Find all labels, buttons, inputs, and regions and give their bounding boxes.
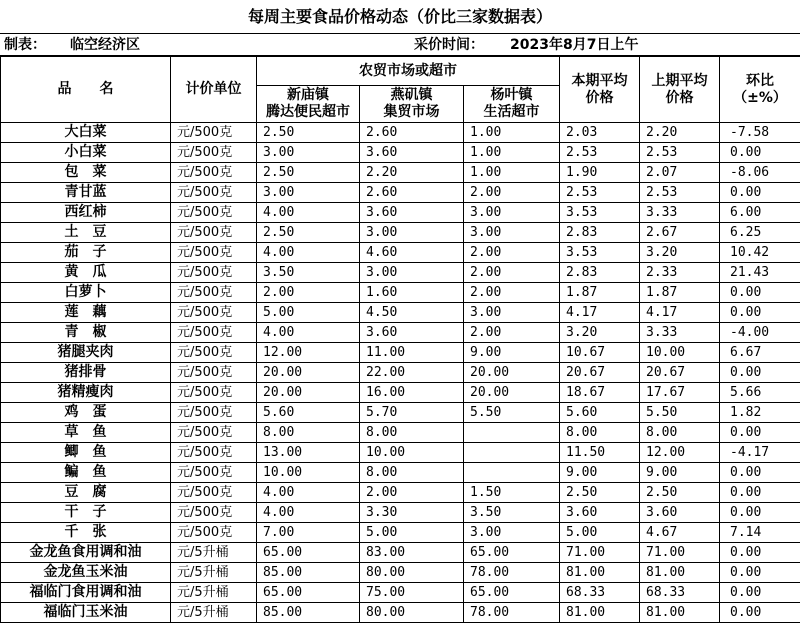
market-1-price-cell: 2.50 xyxy=(257,223,360,243)
current-avg-cell: 2.53 xyxy=(560,183,640,203)
current-avg-cell: 9.00 xyxy=(560,463,640,483)
change-percent-cell: 0.00 xyxy=(720,363,800,383)
change-percent-cell: 10.42 xyxy=(720,243,800,263)
unit-cell: 元/5升桶 xyxy=(171,563,257,583)
table-row xyxy=(1,203,800,223)
change-percent-cell: 0.00 xyxy=(720,543,800,563)
market-3-price-cell: 3.50 xyxy=(464,503,560,523)
change-percent-cell: 0.00 xyxy=(720,283,800,303)
unit-cell: 元/500克 xyxy=(171,323,257,343)
item-name-cell: 西红柿 xyxy=(1,203,171,223)
previous-avg-cell: 4.17 xyxy=(640,303,720,323)
table-row xyxy=(1,523,800,543)
table-row xyxy=(1,443,800,463)
current-avg-cell: 3.20 xyxy=(560,323,640,343)
previous-avg-cell: 2.50 xyxy=(640,483,720,503)
previous-avg-cell: 5.50 xyxy=(640,403,720,423)
change-percent-cell: 0.00 xyxy=(720,483,800,503)
previous-avg-cell: 17.67 xyxy=(640,383,720,403)
price-rows xyxy=(1,123,800,623)
unit-cell: 元/500克 xyxy=(171,263,257,283)
meta-bar xyxy=(0,34,800,56)
current-avg-cell: 2.50 xyxy=(560,483,640,503)
item-name-cell: 干 子 xyxy=(1,503,171,523)
change-percent-cell: 1.82 xyxy=(720,403,800,423)
change-percent-cell: 5.66 xyxy=(720,383,800,403)
market-3-price-cell: 9.00 xyxy=(464,343,560,363)
previous-avg-cell: 81.00 xyxy=(640,563,720,583)
unit-cell: 元/500克 xyxy=(171,203,257,223)
previous-avg-cell: 1.87 xyxy=(640,283,720,303)
header-market-3: 杨叶镇 生活超市 xyxy=(464,86,560,123)
header-current-avg: 本期平均 价格 xyxy=(560,57,640,123)
current-avg-cell: 4.17 xyxy=(560,303,640,323)
item-name-cell: 金龙鱼玉米油 xyxy=(1,563,171,583)
change-percent-cell: 0.00 xyxy=(720,303,800,323)
change-percent-cell: -4.00 xyxy=(720,323,800,343)
market-2-price-cell: 5.00 xyxy=(360,523,464,543)
current-avg-cell: 11.50 xyxy=(560,443,640,463)
market-3-price-cell: 5.50 xyxy=(464,403,560,423)
item-name-cell: 千 张 xyxy=(1,523,171,543)
market-3-price-cell: 20.00 xyxy=(464,383,560,403)
change-percent-cell: 0.00 xyxy=(720,503,800,523)
table-row xyxy=(1,483,800,503)
market-2-price-cell: 2.00 xyxy=(360,483,464,503)
market-1-price-cell: 4.00 xyxy=(257,483,360,503)
table-row xyxy=(1,303,800,323)
table-row xyxy=(1,563,800,583)
previous-avg-cell: 9.00 xyxy=(640,463,720,483)
market-1-price-cell: 2.50 xyxy=(257,163,360,183)
item-name-cell: 金龙鱼食用调和油 xyxy=(1,543,171,563)
market-2-price-cell: 4.60 xyxy=(360,243,464,263)
current-avg-cell: 20.67 xyxy=(560,363,640,383)
table-row xyxy=(1,143,800,163)
time-label: 采价时间： xyxy=(414,34,484,56)
market-2-price-cell: 11.00 xyxy=(360,343,464,363)
table-row xyxy=(1,323,800,343)
unit-cell: 元/500克 xyxy=(171,463,257,483)
market-3-price-cell xyxy=(464,423,560,443)
market-1-price-cell: 2.00 xyxy=(257,283,360,303)
previous-avg-cell: 71.00 xyxy=(640,543,720,563)
previous-avg-cell: 2.67 xyxy=(640,223,720,243)
market-3-price-cell xyxy=(464,463,560,483)
change-percent-cell: 0.00 xyxy=(720,583,800,603)
market-3-price-cell: 3.00 xyxy=(464,203,560,223)
unit-cell: 元/500克 xyxy=(171,143,257,163)
current-avg-cell: 68.33 xyxy=(560,583,640,603)
market-1-price-cell: 4.00 xyxy=(257,503,360,523)
previous-avg-cell: 8.00 xyxy=(640,423,720,443)
price-table xyxy=(0,56,800,623)
market-1-price-cell: 4.00 xyxy=(257,323,360,343)
current-avg-cell: 5.00 xyxy=(560,523,640,543)
market-2-price-cell: 8.00 xyxy=(360,423,464,443)
unit-cell: 元/500克 xyxy=(171,243,257,263)
market-3-price-cell: 2.00 xyxy=(464,183,560,203)
previous-avg-cell: 81.00 xyxy=(640,603,720,623)
market-3-price-cell: 2.00 xyxy=(464,283,560,303)
table-row xyxy=(1,423,800,443)
unit-cell: 元/500克 xyxy=(171,383,257,403)
table-row xyxy=(1,263,800,283)
item-name-cell: 草 鱼 xyxy=(1,423,171,443)
item-name-cell: 茄 子 xyxy=(1,243,171,263)
unit-cell: 元/500克 xyxy=(171,303,257,323)
market-1-price-cell: 65.00 xyxy=(257,583,360,603)
market-2-price-cell: 80.00 xyxy=(360,563,464,583)
market-3-price-cell: 3.00 xyxy=(464,223,560,243)
market-3-price-cell: 1.00 xyxy=(464,123,560,143)
current-avg-cell: 71.00 xyxy=(560,543,640,563)
change-percent-cell: 6.00 xyxy=(720,203,800,223)
market-3-price-cell: 1.00 xyxy=(464,143,560,163)
market-2-price-cell: 8.00 xyxy=(360,463,464,483)
table-row xyxy=(1,543,800,563)
current-avg-cell: 81.00 xyxy=(560,563,640,583)
market-2-price-cell: 2.60 xyxy=(360,123,464,143)
item-name-cell: 鲫 鱼 xyxy=(1,443,171,463)
unit-cell: 元/500克 xyxy=(171,523,257,543)
market-1-price-cell: 4.00 xyxy=(257,243,360,263)
current-avg-cell: 1.90 xyxy=(560,163,640,183)
header-market-1: 新庙镇 腾达便民超市 xyxy=(257,86,360,123)
market-1-price-cell: 85.00 xyxy=(257,563,360,583)
market-1-price-cell: 3.00 xyxy=(257,143,360,163)
market-2-price-cell: 16.00 xyxy=(360,383,464,403)
current-avg-cell: 2.83 xyxy=(560,263,640,283)
market-1-price-cell: 3.00 xyxy=(257,183,360,203)
market-2-price-cell: 10.00 xyxy=(360,443,464,463)
current-avg-cell: 3.53 xyxy=(560,203,640,223)
market-2-price-cell: 3.00 xyxy=(360,223,464,243)
previous-avg-cell: 3.60 xyxy=(640,503,720,523)
table-row xyxy=(1,583,800,603)
market-3-price-cell: 20.00 xyxy=(464,363,560,383)
previous-avg-cell: 20.67 xyxy=(640,363,720,383)
unit-cell: 元/500克 xyxy=(171,503,257,523)
current-avg-cell: 3.60 xyxy=(560,503,640,523)
unit-cell: 元/500克 xyxy=(171,163,257,183)
market-3-price-cell: 78.00 xyxy=(464,563,560,583)
market-3-price-cell: 3.00 xyxy=(464,303,560,323)
market-2-price-cell: 3.60 xyxy=(360,203,464,223)
header-market-2: 燕矶镇 集贸市场 xyxy=(360,86,464,123)
table-row xyxy=(1,463,800,483)
change-percent-cell: 0.00 xyxy=(720,183,800,203)
market-3-price-cell: 2.00 xyxy=(464,243,560,263)
table-row xyxy=(1,363,800,383)
market-1-price-cell: 10.00 xyxy=(257,463,360,483)
market-3-price-cell xyxy=(464,443,560,463)
unit-cell: 元/500克 xyxy=(171,343,257,363)
current-avg-cell: 5.60 xyxy=(560,403,640,423)
time-value: 2023年8月7日上午 xyxy=(510,34,638,56)
header-unit: 计价单位 xyxy=(171,57,257,123)
market-3-price-cell: 1.50 xyxy=(464,483,560,503)
current-avg-cell: 2.83 xyxy=(560,223,640,243)
current-avg-cell: 3.53 xyxy=(560,243,640,263)
market-1-price-cell: 20.00 xyxy=(257,383,360,403)
change-percent-cell: 0.00 xyxy=(720,563,800,583)
item-name-cell: 猪腿夹肉 xyxy=(1,343,171,363)
table-row xyxy=(1,183,800,203)
maker-value: 临空经济区 xyxy=(70,34,140,56)
unit-cell: 元/5升桶 xyxy=(171,543,257,563)
previous-avg-cell: 3.33 xyxy=(640,323,720,343)
previous-avg-cell: 3.20 xyxy=(640,243,720,263)
market-2-price-cell: 3.60 xyxy=(360,323,464,343)
market-2-price-cell: 5.70 xyxy=(360,403,464,423)
unit-cell: 元/500克 xyxy=(171,483,257,503)
market-1-price-cell: 20.00 xyxy=(257,363,360,383)
market-1-price-cell: 8.00 xyxy=(257,423,360,443)
market-1-price-cell: 5.00 xyxy=(257,303,360,323)
change-percent-cell: 0.00 xyxy=(720,423,800,443)
item-name-cell: 鳊 鱼 xyxy=(1,463,171,483)
unit-cell: 元/500克 xyxy=(171,363,257,383)
market-2-price-cell: 3.60 xyxy=(360,143,464,163)
market-1-price-cell: 2.50 xyxy=(257,123,360,143)
change-percent-cell: 6.67 xyxy=(720,343,800,363)
table-row xyxy=(1,383,800,403)
previous-avg-cell: 2.07 xyxy=(640,163,720,183)
current-avg-cell: 2.03 xyxy=(560,123,640,143)
unit-cell: 元/500克 xyxy=(171,283,257,303)
market-2-price-cell: 2.60 xyxy=(360,183,464,203)
market-1-price-cell: 85.00 xyxy=(257,603,360,623)
market-1-price-cell: 65.00 xyxy=(257,543,360,563)
header-change: 环比 （±%） xyxy=(720,57,800,123)
table-row xyxy=(1,403,800,423)
change-percent-cell: -8.06 xyxy=(720,163,800,183)
header-market-group: 农贸市场或超市 xyxy=(257,57,560,86)
market-1-price-cell: 12.00 xyxy=(257,343,360,363)
change-percent-cell: 0.00 xyxy=(720,603,800,623)
maker-label: 制表： xyxy=(4,34,46,56)
table-row xyxy=(1,283,800,303)
previous-avg-cell: 12.00 xyxy=(640,443,720,463)
table-row xyxy=(1,223,800,243)
market-1-price-cell: 4.00 xyxy=(257,203,360,223)
previous-avg-cell: 68.33 xyxy=(640,583,720,603)
previous-avg-cell: 3.33 xyxy=(640,203,720,223)
market-3-price-cell: 1.00 xyxy=(464,163,560,183)
market-3-price-cell: 2.00 xyxy=(464,323,560,343)
market-1-price-cell: 7.00 xyxy=(257,523,360,543)
change-percent-cell: 6.25 xyxy=(720,223,800,243)
header-previous-avg: 上期平均 价格 xyxy=(640,57,720,123)
unit-cell: 元/500克 xyxy=(171,123,257,143)
market-2-price-cell: 80.00 xyxy=(360,603,464,623)
market-2-price-cell: 2.20 xyxy=(360,163,464,183)
change-percent-cell: 7.14 xyxy=(720,523,800,543)
market-3-price-cell: 65.00 xyxy=(464,543,560,563)
unit-cell: 元/500克 xyxy=(171,223,257,243)
table-row xyxy=(1,343,800,363)
market-1-price-cell: 3.50 xyxy=(257,263,360,283)
item-name-cell: 白萝卜 xyxy=(1,283,171,303)
previous-avg-cell: 2.53 xyxy=(640,143,720,163)
item-name-cell: 福临门玉米油 xyxy=(1,603,171,623)
item-name-cell: 猪精瘦肉 xyxy=(1,383,171,403)
unit-cell: 元/500克 xyxy=(171,403,257,423)
unit-cell: 元/5升桶 xyxy=(171,583,257,603)
change-percent-cell: 21.43 xyxy=(720,263,800,283)
change-percent-cell: 0.00 xyxy=(720,143,800,163)
table-row xyxy=(1,123,800,143)
market-2-price-cell: 83.00 xyxy=(360,543,464,563)
item-name-cell: 青 椒 xyxy=(1,323,171,343)
table-row xyxy=(1,503,800,523)
item-name-cell: 包 菜 xyxy=(1,163,171,183)
table-row xyxy=(1,243,800,263)
current-avg-cell: 1.87 xyxy=(560,283,640,303)
previous-avg-cell: 10.00 xyxy=(640,343,720,363)
market-2-price-cell: 3.30 xyxy=(360,503,464,523)
current-avg-cell: 10.67 xyxy=(560,343,640,363)
current-avg-cell: 18.67 xyxy=(560,383,640,403)
previous-avg-cell: 4.67 xyxy=(640,523,720,543)
unit-cell: 元/500克 xyxy=(171,183,257,203)
market-2-price-cell: 75.00 xyxy=(360,583,464,603)
market-3-price-cell: 78.00 xyxy=(464,603,560,623)
market-2-price-cell: 1.60 xyxy=(360,283,464,303)
current-avg-cell: 8.00 xyxy=(560,423,640,443)
item-name-cell: 青甘蓝 xyxy=(1,183,171,203)
item-name-cell: 猪排骨 xyxy=(1,363,171,383)
item-name-cell: 小白菜 xyxy=(1,143,171,163)
market-1-price-cell: 13.00 xyxy=(257,443,360,463)
current-avg-cell: 2.53 xyxy=(560,143,640,163)
item-name-cell: 豆 腐 xyxy=(1,483,171,503)
current-avg-cell: 81.00 xyxy=(560,603,640,623)
unit-cell: 元/5升桶 xyxy=(171,603,257,623)
market-2-price-cell: 22.00 xyxy=(360,363,464,383)
item-name-cell: 大白菜 xyxy=(1,123,171,143)
previous-avg-cell: 2.53 xyxy=(640,183,720,203)
change-percent-cell: -4.17 xyxy=(720,443,800,463)
change-percent-cell: -7.58 xyxy=(720,123,800,143)
market-1-price-cell: 5.60 xyxy=(257,403,360,423)
header-name: 品 名 xyxy=(1,57,171,123)
item-name-cell: 鸡 蛋 xyxy=(1,403,171,423)
market-3-price-cell: 65.00 xyxy=(464,583,560,603)
unit-cell: 元/500克 xyxy=(171,443,257,463)
item-name-cell: 土 豆 xyxy=(1,223,171,243)
table-row xyxy=(1,163,800,183)
item-name-cell: 福临门食用调和油 xyxy=(1,583,171,603)
market-2-price-cell: 4.50 xyxy=(360,303,464,323)
unit-cell: 元/500克 xyxy=(171,423,257,443)
previous-avg-cell: 2.33 xyxy=(640,263,720,283)
item-name-cell: 黄 瓜 xyxy=(1,263,171,283)
item-name-cell: 莲 藕 xyxy=(1,303,171,323)
market-3-price-cell: 2.00 xyxy=(464,263,560,283)
sheet-title: 每周主要食品价格动态（价比三家数据表） xyxy=(0,0,800,34)
previous-avg-cell: 2.20 xyxy=(640,123,720,143)
market-2-price-cell: 3.00 xyxy=(360,263,464,283)
market-3-price-cell: 3.00 xyxy=(464,523,560,543)
change-percent-cell: 0.00 xyxy=(720,463,800,483)
